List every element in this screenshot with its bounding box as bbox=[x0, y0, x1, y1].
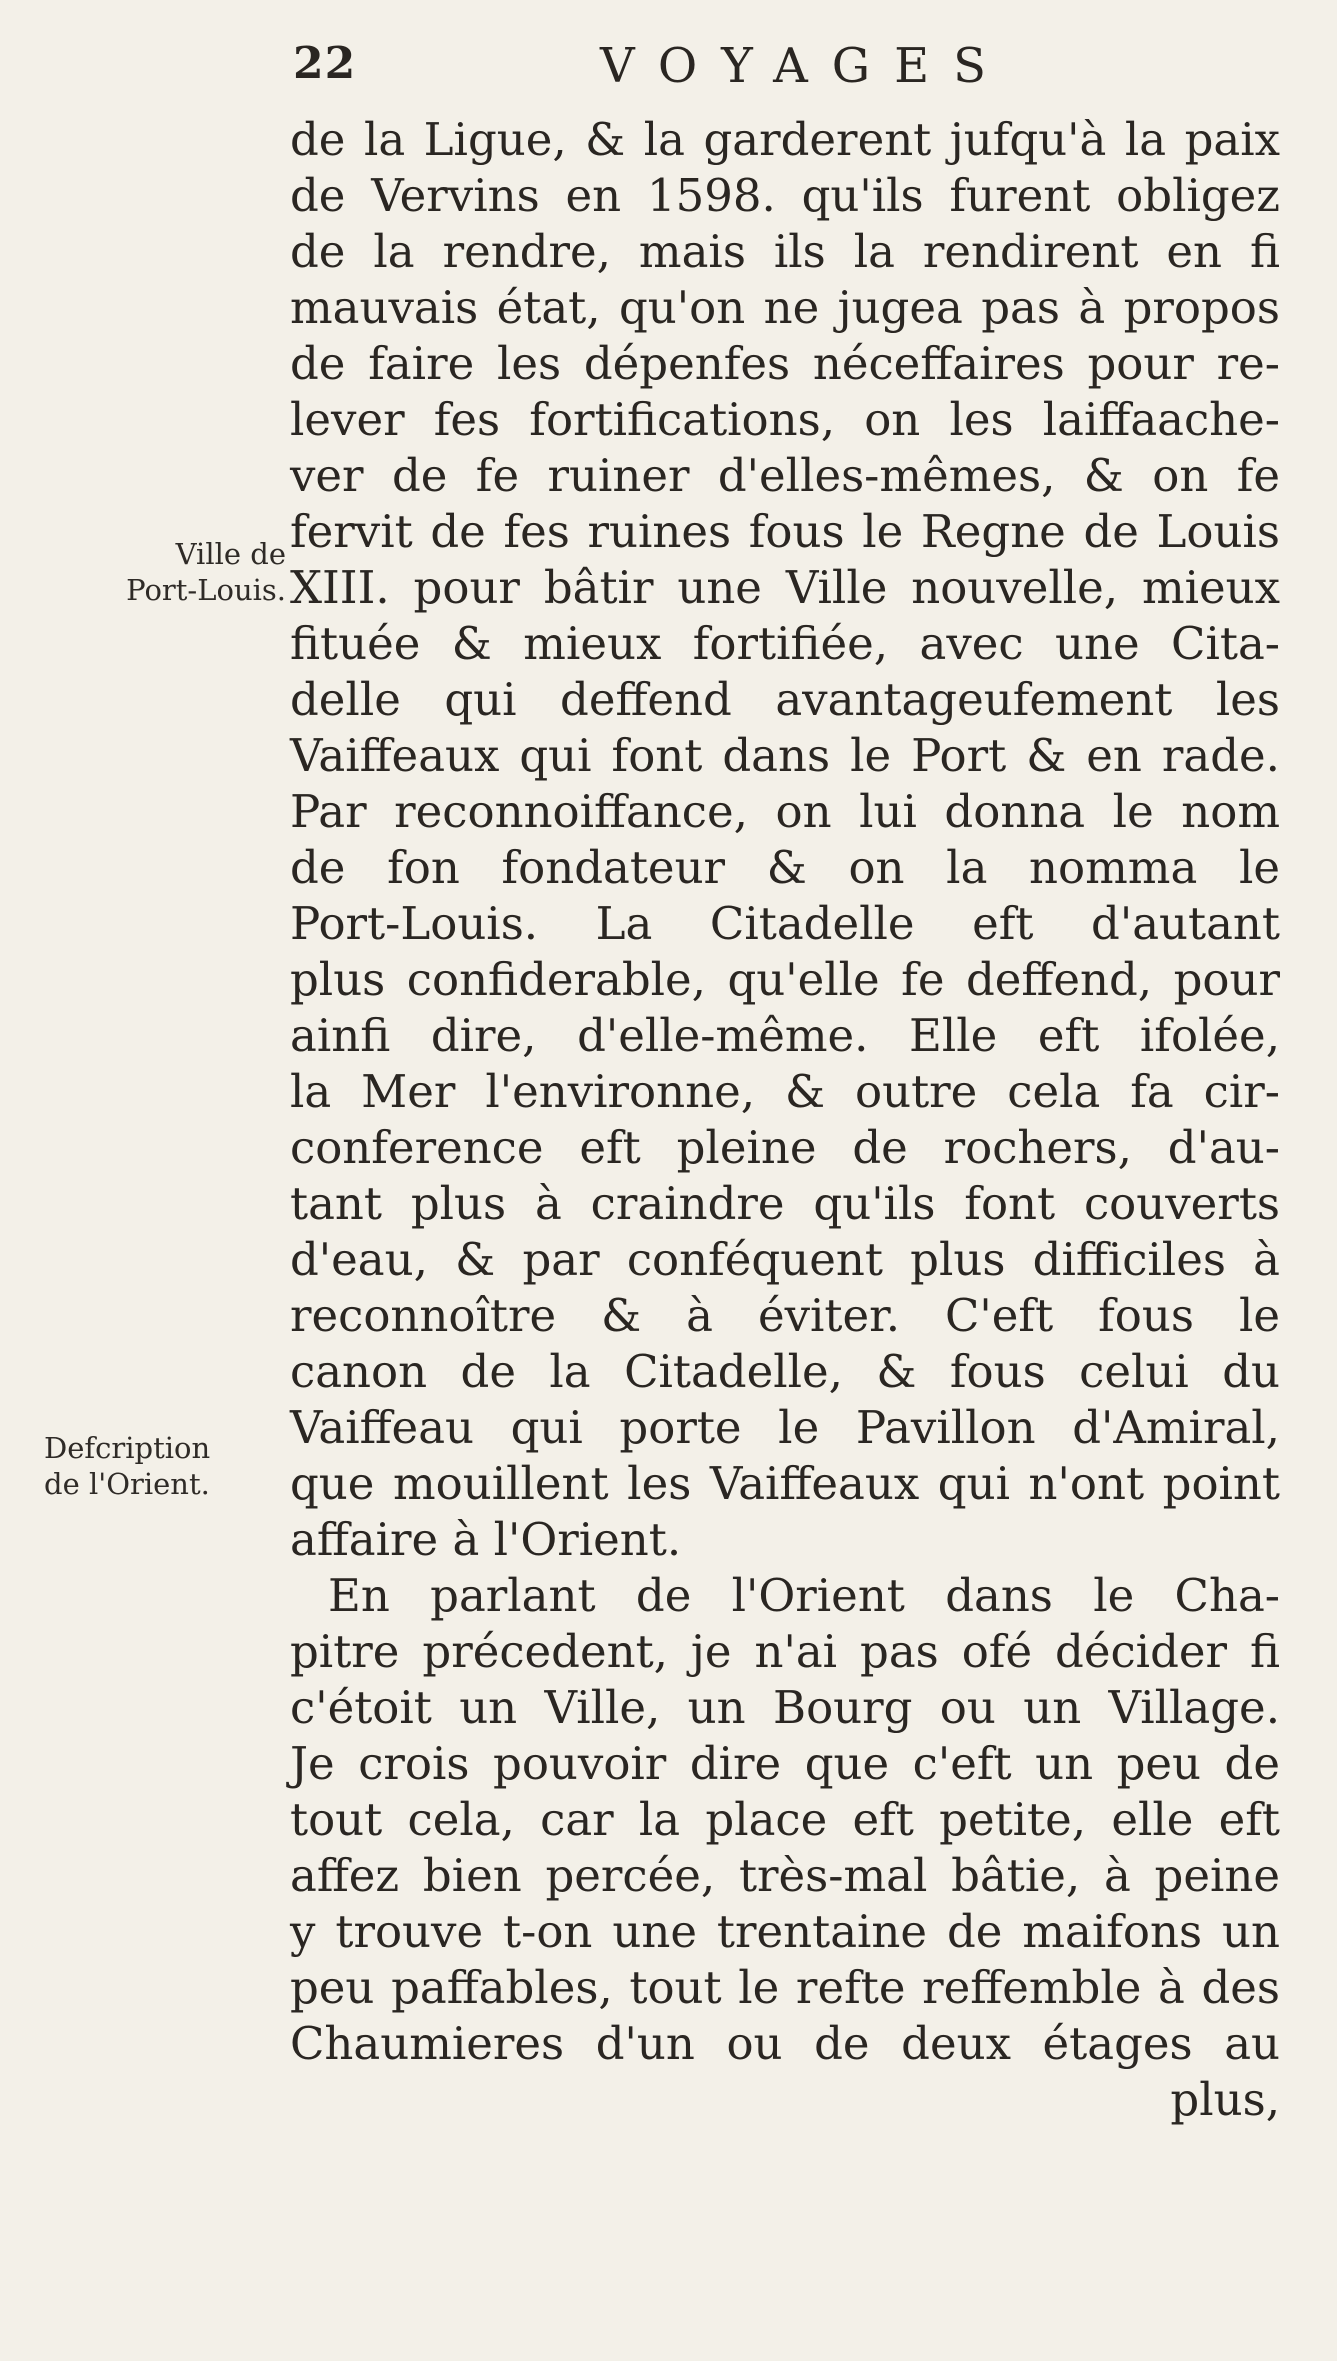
text-line: mauvais état, qu'on ne jugea pas à propos bbox=[290, 281, 1280, 334]
text-line: la Mer l'environne, & outre cela fa cir- bbox=[290, 1065, 1280, 1118]
text-line: de faire les dépenfes néceffaires pour re- bbox=[290, 337, 1280, 390]
text-line: d'eau, & par conféquent plus difficiles à bbox=[290, 1233, 1280, 1286]
margin-note-line: de l'Orient. bbox=[44, 1467, 210, 1501]
text-line: Vaiffeaux qui font dans le Port & en rade. bbox=[290, 729, 1280, 782]
text-line: Chaumieres d'un ou de deux étages au bbox=[290, 2017, 1280, 2070]
text-line: de fon fondateur & on la nomma le bbox=[290, 841, 1280, 894]
text-line: plus confiderable, qu'elle fe deffend, pour bbox=[290, 953, 1280, 1006]
text-line: reconnoître & à éviter. C'eft fous le bbox=[290, 1289, 1280, 1342]
text-line: de la rendre, mais ils la rendirent en fi bbox=[290, 225, 1280, 278]
margin-note-ville-de-port-louis bbox=[10, 536, 286, 608]
margin-note-description-orient bbox=[44, 1430, 294, 1502]
text-line: Par reconnoiffance, on lui donna le nom bbox=[290, 785, 1280, 838]
text-line: y trouve t-on une trentaine de maifons un bbox=[290, 1905, 1280, 1958]
text-line: Je crois pouvoir dire que c'eft un peu de bbox=[290, 1737, 1280, 1790]
margin-note-line: Defcription bbox=[44, 1431, 211, 1465]
text-line: peu paffables, tout le refte reffemble à des bbox=[290, 1961, 1280, 2014]
text-line: Port-Louis. La Citadelle eft d'autant bbox=[290, 897, 1280, 950]
page-header bbox=[0, 38, 1337, 108]
page-number: 22 bbox=[293, 38, 357, 89]
text-line: pitre précedent, je n'ai pas ofé décider fi bbox=[290, 1625, 1280, 1678]
text-line: que mouillent les Vaiffeaux qui n'ont point bbox=[290, 1457, 1280, 1510]
text-line: canon de la Citadelle, & fous celui du bbox=[290, 1345, 1280, 1398]
text-line: ainfi dire, d'elle-même. Elle eft ifolée, bbox=[290, 1009, 1280, 1062]
text-line: ver de fe ruiner d'elles-mêmes, & on fe bbox=[290, 449, 1280, 502]
text-line: affez bien percée, très-mal bâtie, à peine bbox=[290, 1849, 1280, 1902]
text-line: En parlant de l'Orient dans le Cha- bbox=[328, 1569, 1280, 1622]
text-line: de la Ligue, & la garderent jufqu'à la paix bbox=[290, 113, 1280, 166]
body-text bbox=[290, 112, 1280, 2128]
margin-note-line: Port-Louis. bbox=[126, 573, 286, 607]
text-line: XIII. pour bâtir une Ville nouvelle, mieux bbox=[290, 561, 1280, 614]
text-line: c'étoit un Ville, un Bourg ou un Village. bbox=[290, 1681, 1280, 1734]
text-line: lever fes fortifications, on les laiffaache- bbox=[290, 393, 1280, 446]
text-line: conference eft pleine de rochers, d'au- bbox=[290, 1121, 1280, 1174]
text-line: affaire à l'Orient. bbox=[290, 1513, 682, 1566]
margin-note-line: Ville de bbox=[175, 537, 286, 571]
text-line: tant plus à craindre qu'ils font couverts bbox=[290, 1177, 1280, 1230]
text-line: tout cela, car la place eft petite, elle eft bbox=[290, 1793, 1280, 1846]
running-title: VOYAGES bbox=[600, 38, 1011, 94]
text-line: delle qui deffend avantageufement les bbox=[290, 673, 1280, 726]
catchword: plus, bbox=[1170, 2073, 1280, 2126]
text-line: fervit de fes ruines fous le Regne de Louis bbox=[290, 505, 1280, 558]
text-line: Vaiffeau qui porte le Pavillon d'Amiral, bbox=[290, 1401, 1280, 1454]
text-line: de Vervins en 1598. qu'ils furent obligez bbox=[290, 169, 1280, 222]
text-line: fituée & mieux fortifiée, avec une Cita- bbox=[290, 617, 1280, 670]
